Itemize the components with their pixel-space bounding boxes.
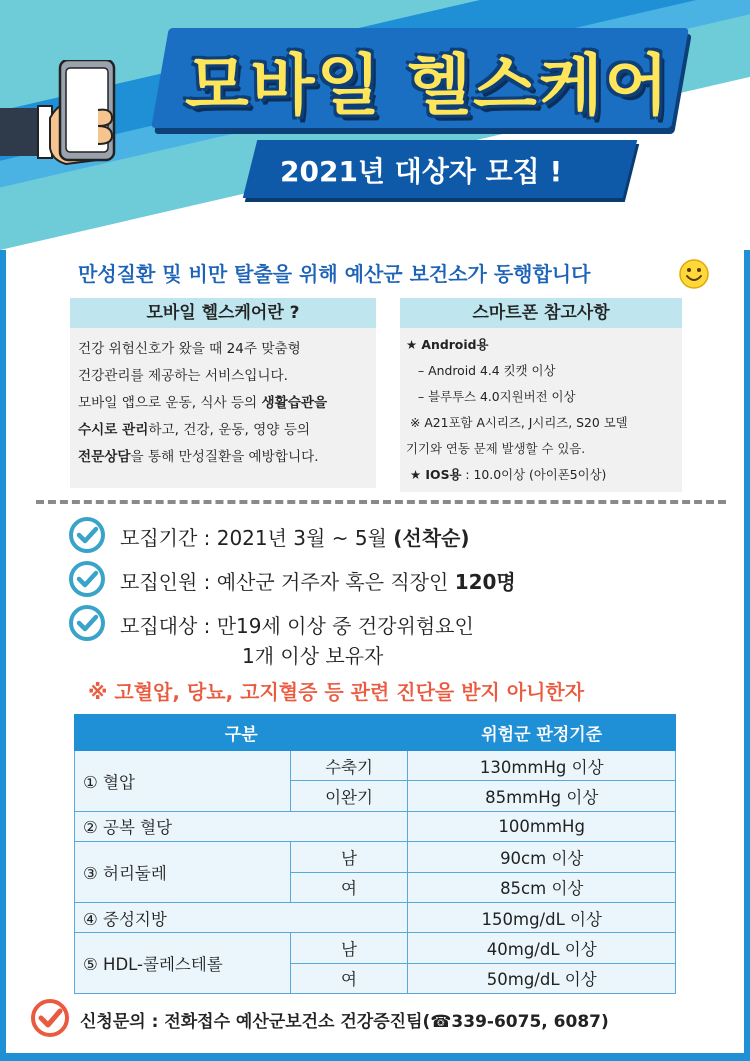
ios-line [406,462,676,488]
table-sub: 남 [290,842,408,872]
about-body [70,328,376,471]
table-row [75,842,676,872]
table-item: ① 혈압 [75,751,291,812]
about-line [78,444,370,471]
phone-hand-icon [0,60,140,190]
table-value: 100mmHg [408,811,676,841]
smartphone-line: ※ A21포함 A시리즈, J시리즈, S20 모델 [410,415,628,430]
table-value: 130mmHg 이상 [408,751,676,781]
table-sub: 여 [290,963,408,993]
recruit-people-text: 모집인원 : 예산군 거주자 혹은 직장인 [120,570,455,594]
table-row [75,751,676,781]
about-bold: 전문상담 [78,449,131,465]
table-sub: 이완기 [290,781,408,811]
smartphone-line: – 블루투스 4.0지원버전 이상 [418,389,576,404]
about-box [70,298,376,488]
frame-right [744,250,750,1061]
about-text: 하고, 건강, 운동, 영양 등의 [148,422,310,438]
table-header: 위험군 판정기준 [408,715,676,751]
contact-info: 신청문의 : 전화접수 예산군보건소 건강증진팀(☎339-6075, 6087) [80,1012,609,1032]
table-sub: 남 [290,933,408,963]
smartphone-box [400,298,682,492]
recruit-people [120,566,516,595]
table-sub: 수축기 [290,751,408,781]
page-title: 모바일 헬스케어 [185,47,671,124]
about-text: 을 통해 만성질환을 예방합니다. [130,449,319,465]
smartphone-title: 스마트폰 참고사항 [400,298,682,328]
about-line: 건강관리를 제공하는 서비스입니다. [78,368,288,384]
about-bold: 수시로 관리 [78,422,149,438]
page-subtitle: 2021년 대상자 모집 ! [280,155,563,188]
table-row [75,902,676,932]
table-item: ② 공복 혈당 [75,811,408,841]
recruit-target: 모집대상 : 만19세 이상 중 건강위험요인 [120,614,474,638]
about-bold: 생활습관을 [261,395,328,411]
ios-text: : 10.0이상 (아이폰5이상) [461,467,607,482]
recruit-period-note: (선착순) [393,526,470,550]
exclusion-warning: ※ 고혈압, 당뇨, 고지혈증 등 관련 진단을 받지 아니한자 [88,680,585,704]
about-line: 건강 위험신호가 왔을 때 24주 맞춤형 [78,341,301,357]
frame-bottom [0,1053,750,1061]
recruit-period-text: 모집기간 : 2021년 3월 ~ 5월 [120,526,394,550]
table-header-row [75,715,676,751]
table-row [75,811,676,841]
table-sub: 여 [290,872,408,902]
table-row [75,933,676,963]
check-circle-icon [68,516,106,554]
table-item: ④ 중성지방 [75,902,408,932]
table-value: 150mg/dL 이상 [408,902,676,932]
slogan: 만성질환 및 비만 탈출을 위해 예산군 보건소가 동행합니다 [78,262,591,286]
smile-icon [678,258,710,290]
check-circle-icon [68,604,106,642]
table-value: 85mmHg 이상 [408,781,676,811]
recruit-period [120,522,469,551]
about-line [78,390,370,417]
table-value: 50mg/dL 이상 [408,963,676,993]
about-title: 모바일 헬스케어란 ? [70,298,376,328]
about-text: 모바일 앱으로 운동, 식사 등의 [78,395,262,411]
dashed-divider [36,500,726,504]
table-value: 85cm 이상 [408,872,676,902]
table-value: 40mg/dL 이상 [408,933,676,963]
table-item: ③ 허리둘레 [75,842,291,903]
smartphone-line: 기기와 연동 문제 발생할 수 있음. [406,441,586,456]
table-item: ⑤ HDL-콜레스테롤 [75,933,291,994]
frame-left [0,250,6,1061]
about-line [78,417,370,444]
check-circle-icon [30,998,70,1038]
table-value: 90cm 이상 [408,842,676,872]
ios-label: ★ IOS용 [410,467,462,482]
android-label: ★ Android용 [406,337,489,352]
risk-criteria-table [74,714,676,994]
recruit-target-cont: 1개 이상 보유자 [242,644,384,668]
check-circle-icon [68,560,106,598]
recruit-people-count: 120명 [454,570,516,594]
smartphone-body [400,328,682,488]
smartphone-line: – Android 4.4 킷캣 이상 [418,363,556,378]
table-header: 구분 [75,715,408,751]
